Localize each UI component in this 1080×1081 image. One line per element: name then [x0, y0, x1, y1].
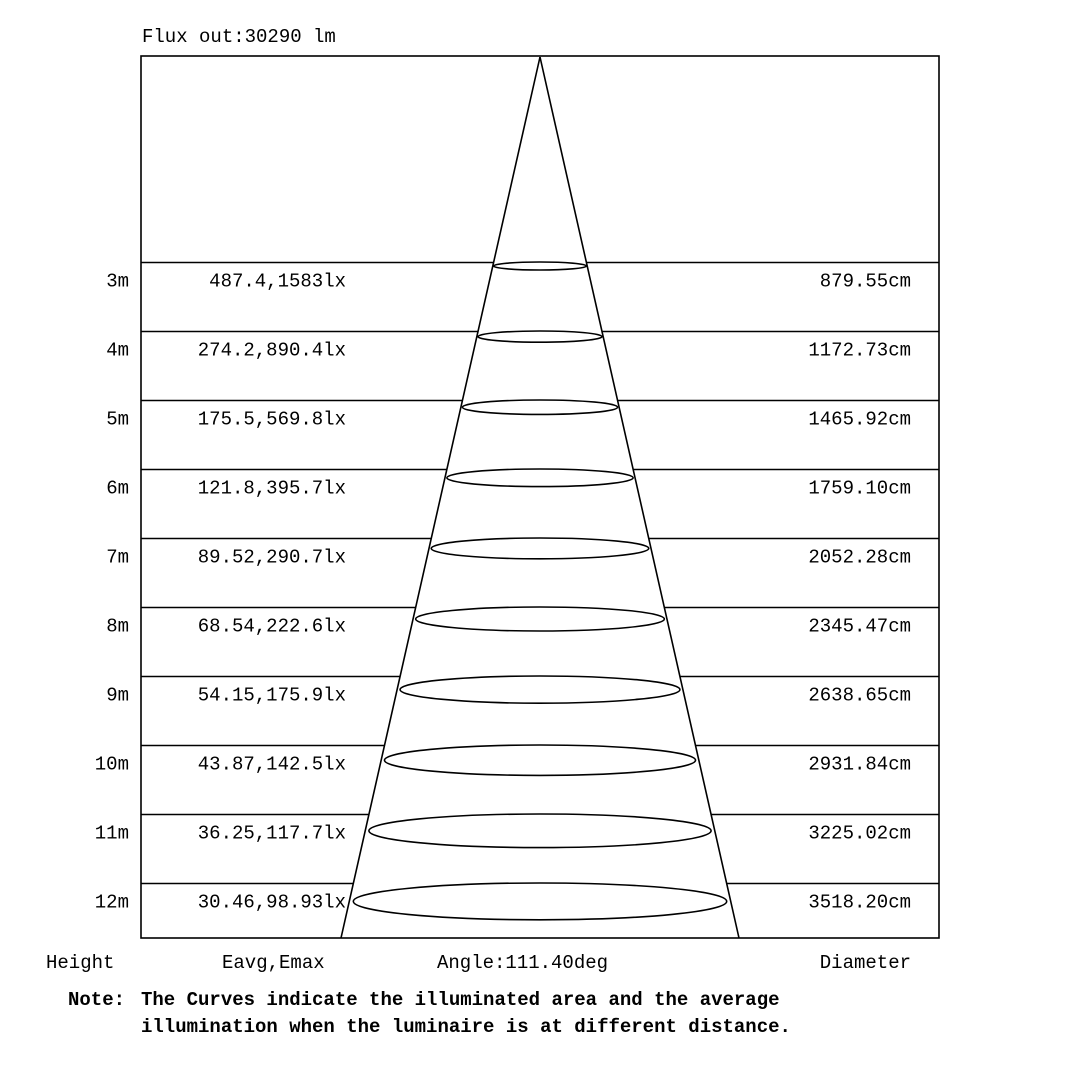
- height-value: 9m: [106, 684, 129, 707]
- height-value: 8m: [106, 615, 129, 638]
- illuminance-value: 175.5,569.8lx: [197, 408, 346, 431]
- illuminance-value: 487.4,1583lx: [209, 270, 346, 293]
- beam-ellipse: [400, 676, 680, 703]
- height-value: 6m: [106, 477, 129, 500]
- note-line-2: illumination when the luminaire is at different distance.: [141, 1016, 791, 1038]
- beam-ellipse: [462, 400, 617, 414]
- cone-right-edge: [540, 57, 739, 938]
- illuminance-value: 36.25,117.7lx: [197, 822, 346, 845]
- diameter-value: 1465.92cm: [808, 408, 911, 431]
- beam-ellipse: [431, 538, 649, 559]
- beam-ellipse: [384, 745, 695, 775]
- diameter-value: 3225.02cm: [808, 822, 911, 845]
- height-value: 12m: [94, 891, 129, 914]
- beam-angle-label: Angle:111.40deg: [437, 952, 609, 974]
- illuminance-value: 89.52,290.7lx: [197, 546, 346, 569]
- illuminance-value: 43.87,142.5lx: [197, 753, 346, 776]
- height-value: 11m: [94, 822, 129, 845]
- diameter-value: 1172.73cm: [808, 339, 911, 362]
- illuminance-value: 68.54,222.6lx: [197, 615, 346, 638]
- height-rows: [95, 263, 939, 914]
- illuminance-value: 30.46,98.93lx: [197, 891, 346, 914]
- height-value: 7m: [106, 546, 129, 569]
- diameter-column-label: Diameter: [819, 952, 911, 974]
- height-value: 10m: [94, 753, 129, 776]
- height-value: 5m: [106, 408, 129, 431]
- diameter-value: 879.55cm: [819, 270, 911, 293]
- diameter-value: 2052.28cm: [808, 546, 911, 569]
- diameter-value: 1759.10cm: [808, 477, 911, 500]
- illuminance-value: 274.2,890.4lx: [197, 339, 346, 362]
- beam-ellipse: [416, 607, 665, 631]
- beam-ellipse: [494, 262, 587, 270]
- height-value: 3m: [106, 270, 129, 293]
- diameter-value: 2345.47cm: [808, 615, 911, 638]
- height-column-label: Height: [46, 952, 115, 974]
- illuminance-column-label: Eavg,Emax: [222, 952, 325, 974]
- diameter-value: 3518.20cm: [808, 891, 911, 914]
- diameter-value: 2638.65cm: [808, 684, 911, 707]
- cone-left-edge: [341, 57, 540, 938]
- note-line-1: The Curves indicate the illuminated area and the average: [141, 989, 780, 1011]
- height-value: 4m: [106, 339, 129, 362]
- beam-ellipse: [369, 814, 711, 848]
- illuminance-value: 121.8,395.7lx: [197, 477, 346, 500]
- beam-ellipse: [478, 331, 602, 342]
- light-cone: [341, 57, 739, 938]
- diameter-value: 2931.84cm: [808, 753, 911, 776]
- illuminance-value: 54.15,175.9lx: [197, 684, 346, 707]
- flux-label: Flux out:30290 lm: [142, 26, 336, 48]
- beam-ellipse: [353, 883, 726, 920]
- note-prefix: Note:: [68, 989, 126, 1011]
- beam-ellipse: [447, 469, 633, 487]
